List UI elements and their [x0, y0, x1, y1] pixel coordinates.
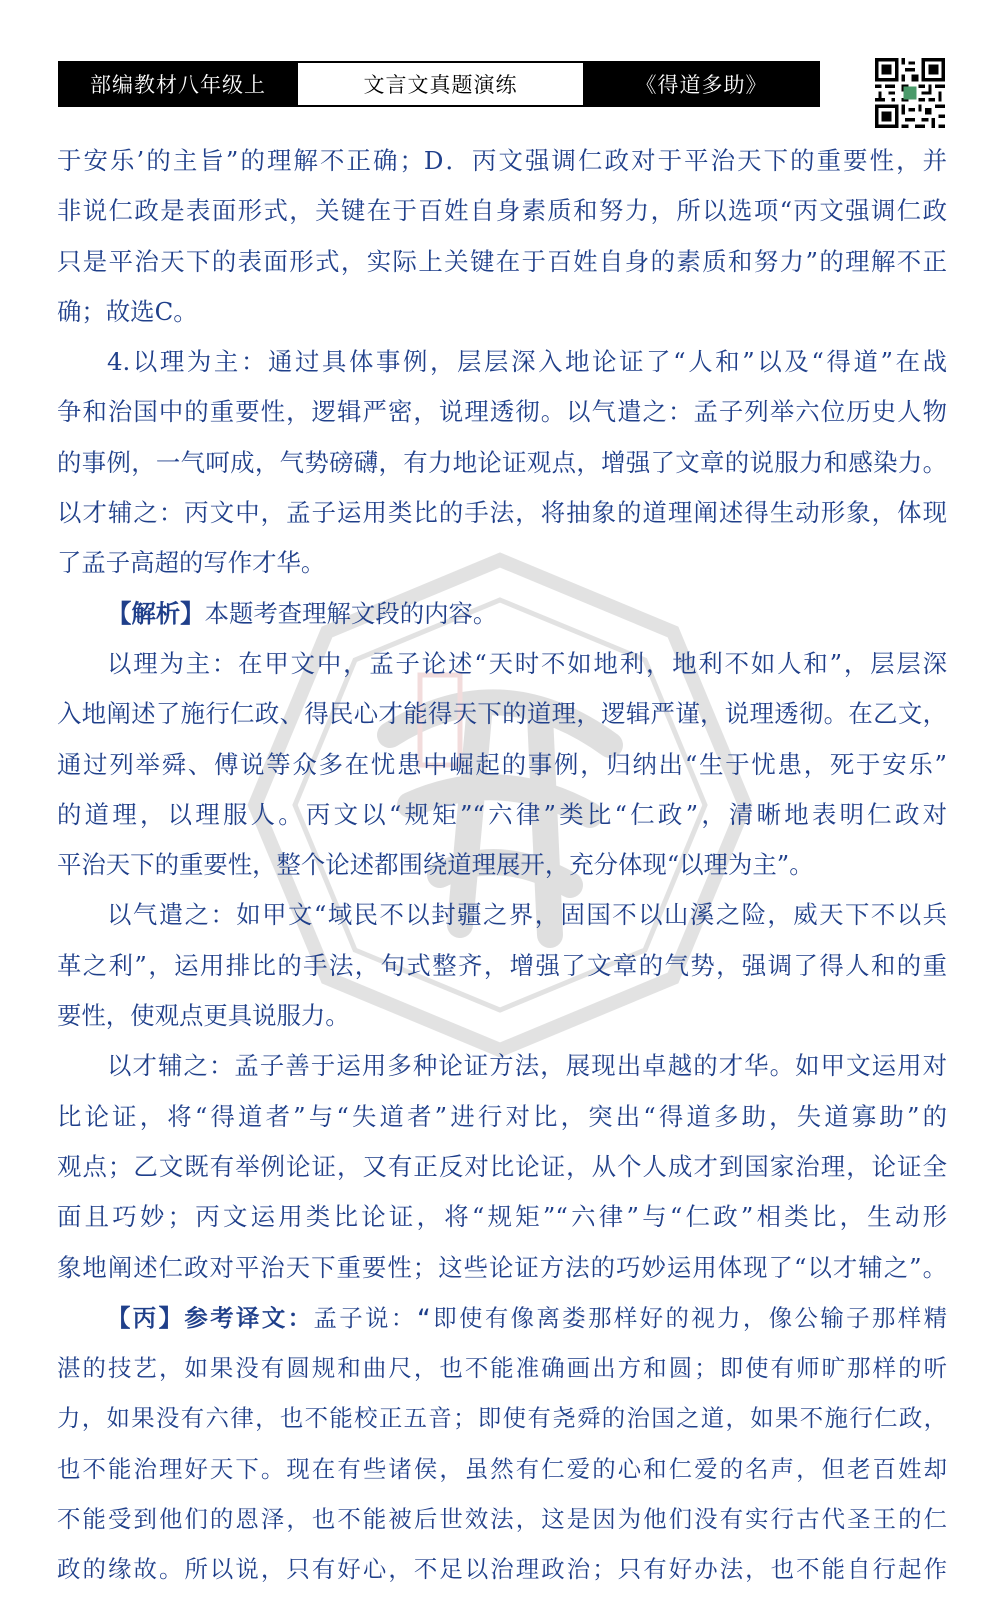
line-text: 确；故选C。 — [57, 296, 198, 326]
qr-code — [875, 58, 945, 128]
text-line — [57, 538, 947, 588]
section-label: 【丙】参考译文： — [107, 1303, 314, 1332]
line-text: 4.以理为主：通过具体事例，层层深入地论证了“人和”以及“得道”在战 — [107, 347, 947, 377]
text-line — [57, 1343, 947, 1393]
text-line — [57, 689, 947, 739]
text-line — [57, 991, 947, 1041]
text-line — [57, 488, 947, 538]
line-text: 通过列举舜、傅说等众多在忧患中崛起的事例，归纳出“生于忧患，死于安乐” — [57, 749, 947, 779]
text-line — [57, 1544, 947, 1594]
line-text: 平治天下的重要性，整个论述都围绕道理展开，充分体现“以理为主”。 — [57, 850, 814, 880]
text-line — [57, 1041, 947, 1091]
line-text: 孟子说：“即使有像离娄那样好的视力，像公输子那样精 — [313, 1303, 947, 1332]
text-line — [57, 237, 947, 287]
text-line — [57, 136, 947, 186]
text-line — [57, 438, 947, 488]
line-text: 面且巧妙；丙文运用类比论证，将“规矩”“六律”与“仁政”相类比，生动形 — [57, 1202, 947, 1232]
line-text: 入地阐述了施行仁政、得民心才能得天下的道理，逻辑严谨，说理透彻。在乙文， — [57, 699, 947, 729]
document-body — [57, 136, 947, 1595]
text-line — [57, 1142, 947, 1192]
text-line — [57, 186, 947, 236]
text-line — [57, 1243, 947, 1293]
text-line — [57, 1494, 947, 1544]
line-text: 非说仁政是表面形式，关键在于百姓自身素质和努力，所以选项“丙文强调仁政 — [57, 196, 947, 226]
line-text: 于安乐’的主旨”的理解不正确；D．丙文强调仁政对于平治天下的重要性，并 — [57, 146, 947, 175]
line-text: 力，如果没有六律，也不能校正五音；即使有尧舜的治国之道，如果不施行仁政， — [57, 1404, 947, 1433]
line-text: 革之利”，运用排比的手法，句式整齐，增强了文章的气势，强调了得人和的重 — [57, 950, 947, 980]
line-text: 争和治国中的重要性，逻辑严密，说理透彻。以气遣之：孟子列举六位历史人物 — [57, 397, 947, 427]
line-text: 本题考查理解文段的内容。 — [204, 598, 498, 628]
text-line — [57, 287, 947, 337]
line-text: 也不能治理好天下。现在有些诸侯，虽然有仁爱的心和仁爱的名声，但老百姓却 — [57, 1454, 947, 1483]
text-line — [57, 1393, 947, 1443]
line-text: 湛的技艺，如果没有圆规和曲尺，也不能准确画出方和圆；即使有师旷那样的听 — [57, 1354, 947, 1383]
line-text: 象地阐述仁政对平治天下重要性；这些论证方法的巧妙运用体现了“以才辅之”。 — [57, 1252, 947, 1282]
header-bar — [58, 61, 820, 107]
text-line — [57, 1192, 947, 1242]
line-text: 政的缘故。所以说，只有好心，不足以治理政治；只有好办法，也不能自行起作 — [57, 1555, 947, 1584]
line-text: 不能受到他们的恩泽，也不能被后世效法，这是因为他们没有实行古代圣王的仁 — [57, 1505, 947, 1534]
line-text: 以理为主：在甲文中，孟子论述“天时不如地利，地利不如人和”，层层深 — [107, 648, 947, 678]
line-text: 的道理，以理服人。丙文以“规矩”“六律”类比“仁政”，清晰地表明仁政对 — [57, 799, 947, 829]
text-line — [57, 337, 947, 387]
text-line — [57, 840, 947, 890]
text-line — [57, 1293, 947, 1343]
book-title: 部编教材八年级上 — [60, 63, 296, 105]
line-text: 以才辅之：孟子善于运用多种论证方法，展现出卓越的才华。如甲文运用对 — [107, 1051, 947, 1081]
section-title: 文言文真题演练 — [296, 63, 585, 105]
line-text: 的事例，一气呵成，气势磅礴，有力地论证观点，增强了文章的说服力和感染力。 — [57, 447, 947, 477]
line-text: 以气遣之：如甲文“域民不以封疆之界，固国不以山溪之险，威天下不以兵 — [107, 900, 947, 930]
line-text: 以才辅之：丙文中，孟子运用类比的手法，将抽象的道理阐述得生动形象，体现 — [57, 498, 947, 528]
text-line — [57, 890, 947, 940]
section-label: 【解析】 — [107, 598, 205, 628]
line-text: 比论证，将“得道者”与“失道者”进行对比，突出“得道多助，失道寡助”的 — [57, 1101, 947, 1131]
text-line — [57, 589, 947, 639]
line-text: 只是平治天下的表面形式，实际上关键在于百姓自身的素质和努力”的理解不正 — [57, 246, 947, 276]
text-line — [57, 387, 947, 437]
text-line — [57, 790, 947, 840]
text-line — [57, 1444, 947, 1494]
text-line — [57, 941, 947, 991]
line-text: 了孟子高超的写作才华。 — [57, 548, 326, 578]
line-text: 要性，使观点更具说服力。 — [57, 1001, 350, 1031]
text-line — [57, 639, 947, 689]
lesson-title: 《得道多助》 — [585, 63, 818, 105]
text-line — [57, 740, 947, 790]
line-text: 观点；乙文既有举例论证，又有正反对比论证，从个人成才到国家治理，论证全 — [57, 1151, 947, 1181]
text-line — [57, 1092, 947, 1142]
